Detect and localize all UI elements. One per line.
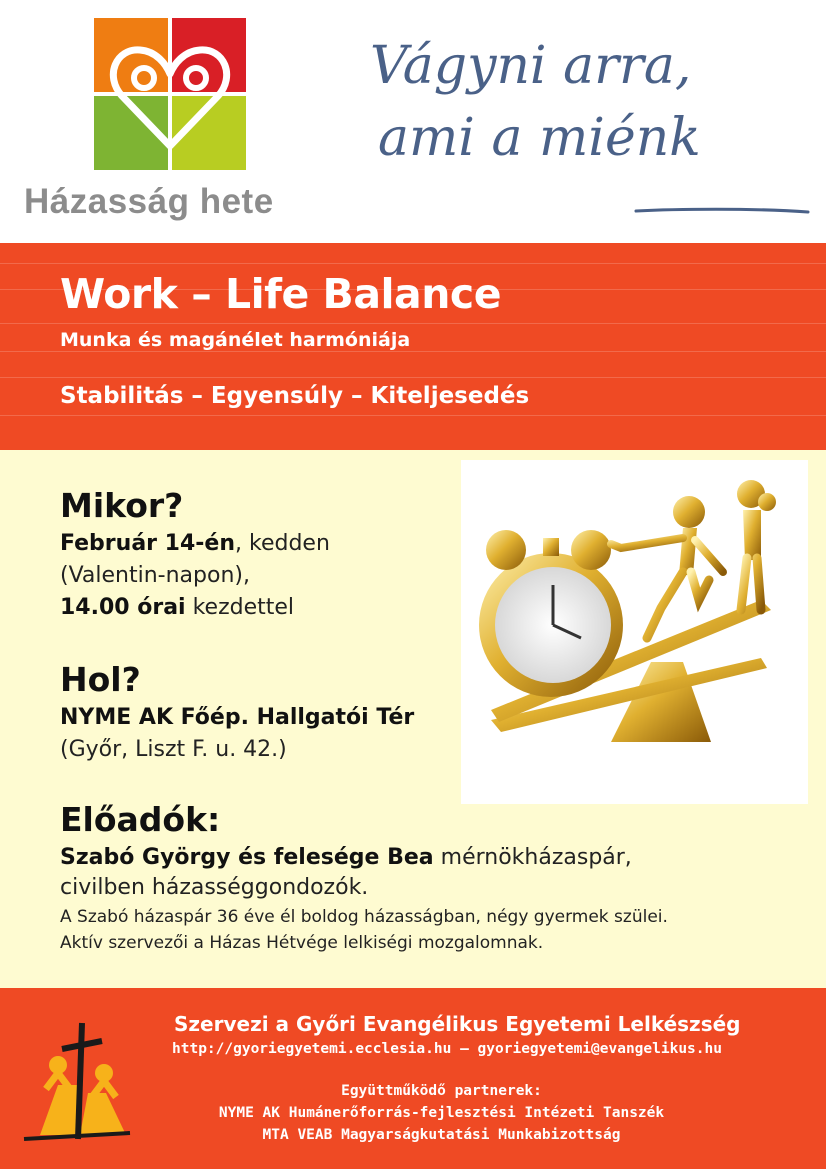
speakers-names <box>60 842 632 874</box>
when-date-bold: Február 14-én <box>60 531 236 556</box>
church-logo-icon <box>18 1015 138 1145</box>
when-date-rest: , kedden <box>235 531 330 556</box>
event-keywords: Stabilitás – Egyensúly – Kiteljesedés <box>60 383 530 409</box>
slogan-line-2: ami a miénk <box>378 108 701 168</box>
event-subtitle: Munka és magánélet harmóniája <box>60 329 411 351</box>
when-note: (Valentin-napon), <box>60 563 250 588</box>
organizer-text: Szervezi a Győri Evangélikus Egyetemi Lelkészség <box>174 1012 741 1036</box>
speakers-bio-1: A Szabó házaspár 36 éve él boldog házasságban, négy gyermek szülei. <box>60 907 668 927</box>
header <box>0 0 826 243</box>
speakers-role: mérnökházaspár, <box>433 845 632 870</box>
slogan <box>370 30 701 174</box>
speakers-heading: Előadók: <box>60 800 221 839</box>
where-address: (Győr, Liszt F. u. 42.) <box>60 737 287 762</box>
heart-logo-icon <box>94 18 246 170</box>
when-time-rest: kezdettel <box>185 595 295 620</box>
partner-1: NYME AK Humánerőforrás-fejlesztési Intézeti Tanszék <box>218 1105 665 1121</box>
event-title: Work – Life Balance <box>60 270 501 318</box>
slogan-line-1: Vágyni arra, <box>370 36 692 96</box>
speakers-bio-2: Aktív szervezői a Házas Hétvége lelkiségi mozgalomnak. <box>60 933 544 953</box>
logo-text: Házasság hete <box>24 182 274 221</box>
slogan-underline <box>634 205 810 217</box>
where-place: NYME AK Főép. Hallgatói Tér <box>60 705 415 730</box>
balance-clock-figures-icon <box>461 460 808 804</box>
partners-label: Együttműködő partnerek: <box>341 1083 542 1099</box>
partner-2: MTA VEAB Magyarságkutatási Munkabizottság <box>262 1127 621 1143</box>
when-time <box>60 592 294 624</box>
when-heading: Mikor? <box>60 486 184 525</box>
when-date <box>60 528 330 560</box>
contact-links[interactable]: http://gyoriegyetemi.ecclesia.hu – gyoriegyetemi@evangelikus.hu <box>172 1041 722 1057</box>
speakers-names-bold: Szabó György és felesége Bea <box>60 845 434 870</box>
where-heading: Hol? <box>60 660 141 699</box>
when-time-bold: 14.00 órai <box>60 595 186 620</box>
speakers-role-2: civilben házasséggondozók. <box>60 875 369 900</box>
